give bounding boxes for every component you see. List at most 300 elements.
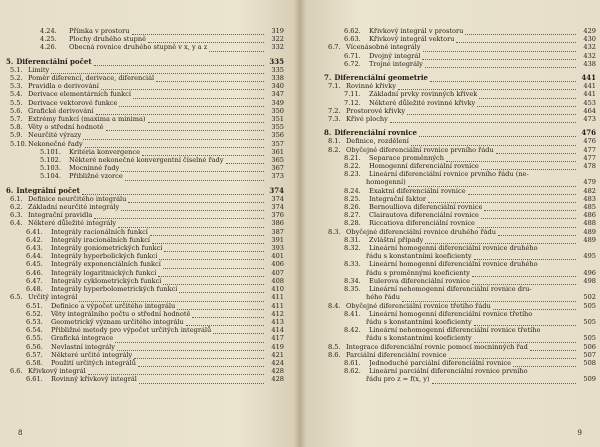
entry-title: Některé důležité integrály	[28, 219, 117, 228]
entry-number: 7.12.	[344, 98, 361, 107]
toc-entry	[324, 318, 596, 326]
toc-entry	[6, 123, 284, 131]
entry-page-number: 413	[271, 317, 284, 326]
dot-leader	[179, 287, 264, 293]
toc-entry	[6, 164, 284, 172]
entry-title: Integrální počet	[16, 186, 80, 195]
toc-entry	[324, 260, 596, 268]
entry-page-number: 347	[271, 90, 284, 99]
entry-title: Lineární nehomogenní diferenciální rovnice dru-	[369, 285, 532, 294]
dot-leader	[119, 101, 264, 107]
dot-leader	[472, 271, 576, 277]
entry-title: Integrace diferenciální rovnic pomocí mocninných řad	[346, 342, 528, 351]
entry-page-number: 477	[583, 153, 596, 162]
entry-number: 8.4.	[328, 301, 341, 310]
dot-leader	[121, 205, 264, 211]
entry-page-number: 374	[271, 194, 284, 203]
entry-page-number: 509	[583, 375, 596, 384]
toc-entry	[324, 285, 596, 293]
entry-number: 5.6.	[10, 106, 23, 115]
entry-number: 8.6.	[328, 350, 341, 359]
toc-entry	[6, 367, 284, 375]
entry-number: 6.63.	[344, 35, 361, 44]
entry-page-number: 376	[271, 211, 284, 220]
entry-number: 8.62.	[344, 367, 361, 376]
toc-entry	[6, 140, 284, 148]
toc-entry	[6, 343, 284, 351]
toc-entry	[6, 302, 284, 310]
entry-page-number: 473	[583, 115, 596, 124]
dot-leader	[390, 117, 576, 123]
entry-number: 6.44.	[26, 252, 43, 261]
entry-page-number: 350	[271, 106, 284, 115]
entry-number: 5.101.	[40, 147, 61, 156]
entry-number: 8.28.	[344, 219, 361, 228]
entry-page-number: 479	[583, 178, 596, 187]
chapter-entry	[324, 74, 596, 82]
entry-page-number: 432	[583, 51, 596, 60]
entry-number: 4.25.	[40, 35, 57, 44]
entry-title: Křivkový integrál vektoru	[369, 35, 455, 44]
entry-page-number: 495	[583, 252, 596, 261]
dot-leader	[121, 166, 264, 172]
entry-number: 8.31.	[344, 235, 361, 244]
dot-leader	[419, 131, 576, 137]
entry-number: 8.3.	[328, 227, 341, 236]
entry-number: 6.2.	[10, 203, 23, 212]
toc-entry	[324, 367, 596, 375]
page-number: 9	[577, 429, 582, 437]
dot-leader	[484, 205, 576, 211]
entry-title: Bernoulliova diferenciální rovnice	[369, 203, 483, 212]
toc-entry	[324, 90, 596, 98]
entry-page-number: 419	[271, 342, 284, 351]
entry-title: Lineární homogenní diferenciální rovnice třetího	[369, 309, 533, 318]
toc-entry	[324, 99, 596, 107]
entry-page-number: 428	[271, 375, 284, 384]
entry-number: 8.22.	[344, 162, 361, 171]
entry-page-number: 508	[583, 358, 596, 367]
entry-number: 6.46.	[26, 268, 43, 277]
toc-entry	[6, 326, 284, 334]
toc-entry	[324, 115, 596, 123]
entry-number: 8.32.	[344, 244, 361, 253]
entry-number: 6.42.	[26, 235, 43, 244]
dot-leader	[152, 238, 264, 244]
entry-number: 6.48.	[26, 285, 43, 294]
toc-entry	[6, 359, 284, 367]
entry-title: Grafická integrace	[51, 334, 114, 343]
toc-entry	[324, 293, 596, 301]
toc-entry	[6, 66, 284, 74]
entry-number: 4.24.	[40, 27, 57, 35]
entry-page-number: 391	[271, 235, 284, 244]
dot-leader	[430, 76, 576, 82]
dot-leader	[159, 254, 264, 260]
right-page	[302, 0, 600, 447]
dot-leader	[156, 76, 264, 82]
entry-number: 5.1.	[10, 65, 23, 74]
entry-title: Dvojný integrál	[369, 51, 421, 60]
entry-page-number: 430	[583, 35, 596, 44]
dot-leader	[128, 197, 264, 203]
toc-entry	[324, 27, 596, 35]
entry-title: Plochy druhého stupně	[69, 35, 147, 44]
entry-page-number: 477	[583, 145, 596, 154]
entry-title: Integrály hyperbolických funkcí	[51, 252, 158, 261]
entry-page-number: 373	[271, 172, 284, 181]
dot-leader	[83, 134, 264, 140]
toc-entry	[324, 343, 596, 351]
dot-leader	[209, 46, 264, 52]
left-page	[0, 0, 298, 447]
entry-title: Exaktní diferenciální rovnice	[369, 186, 466, 195]
entry-number: 8.26.	[344, 203, 361, 212]
entry-number: 6.58.	[26, 358, 43, 367]
entry-page-number: 338	[271, 74, 284, 83]
entry-page-number: 387	[271, 227, 284, 236]
entry-title: Obyčejné diferenciální rovnice třetího řádu	[346, 301, 491, 310]
entry-title: Lineární homogenní diferenciální rovnice druhého	[369, 244, 538, 253]
entry-title: Nevlastní integrály	[51, 342, 115, 351]
toc-entry	[6, 252, 284, 260]
toc-entry	[6, 35, 284, 43]
dot-leader	[498, 230, 576, 236]
entry-page-number: 357	[271, 139, 284, 148]
entry-page-number: 374	[269, 185, 284, 195]
entry-page-number: 424	[271, 358, 284, 367]
toc-entry	[324, 211, 596, 219]
toc-entry	[324, 107, 596, 115]
entry-number: 6.52.	[26, 309, 43, 318]
entry-title: Věty o střední hodnotě	[28, 123, 104, 132]
toc-entry	[6, 27, 284, 35]
dot-leader	[226, 158, 264, 164]
toc-entry	[324, 195, 596, 203]
toc-entry	[6, 293, 284, 301]
toc-entry	[6, 334, 284, 342]
dot-leader	[132, 29, 264, 35]
entry-page-number: 335	[271, 65, 284, 74]
entry-number: 6.56.	[26, 342, 43, 351]
entry-title: Integrály goniometrických funkcí	[51, 244, 163, 253]
entry-number: 8.24.	[344, 186, 361, 195]
entry-page-number: 414	[271, 326, 284, 335]
toc-entry	[324, 326, 596, 334]
entry-page-number: 412	[271, 309, 284, 318]
entry-title: Derivace elementárních funkcí	[28, 90, 131, 99]
entry-title: řádu s konstantními koeficienty	[366, 334, 472, 343]
entry-page-number: 322	[271, 35, 284, 44]
toc-entry	[6, 148, 284, 156]
toc-entry	[6, 236, 284, 244]
entry-number: 8.35.	[344, 285, 361, 294]
entry-number: 6.54.	[26, 326, 43, 335]
entry-number: 5.5.	[10, 98, 23, 107]
entry-page-number: 410	[271, 285, 284, 294]
toc-entry	[6, 90, 284, 98]
entry-page-number: 485	[583, 203, 596, 212]
entry-title: řádu s konstantními koeficienty	[366, 317, 472, 326]
entry-page-number: 349	[271, 98, 284, 107]
entry-page-number: 355	[271, 123, 284, 132]
dot-leader	[117, 345, 264, 351]
toc-entry	[324, 52, 596, 60]
toc-entry	[6, 260, 284, 268]
entry-page-number: 401	[271, 252, 284, 261]
entry-number: 8.61.	[344, 358, 361, 367]
dot-leader	[133, 93, 264, 99]
dot-leader	[213, 328, 264, 334]
entry-title: Integrály logaritmických funkcí	[51, 268, 157, 277]
entry-page-number: 464	[583, 106, 596, 115]
entry-title: Integrály cyklometrických funkcí	[51, 276, 162, 285]
toc-entry	[324, 375, 596, 383]
entry-number: 6.41.	[26, 227, 43, 236]
entry-page-number: 478	[583, 162, 596, 171]
entry-number: 8.23.	[344, 170, 361, 179]
entry-number: 8.25.	[344, 194, 361, 203]
entry-title: Přibližné vzorce	[69, 172, 123, 181]
entry-number: 4.26.	[40, 43, 57, 52]
entry-title: Použití určitých integrálů	[51, 358, 137, 367]
entry-page-number: 438	[583, 59, 596, 68]
toc-entry	[324, 359, 596, 367]
entry-number: 8.42.	[344, 326, 361, 335]
toc-entry	[324, 43, 596, 51]
entry-page-number: 505	[583, 301, 596, 310]
entry-title: Kritéria konvergence	[69, 147, 140, 156]
entry-page-number: 483	[583, 194, 596, 203]
entry-title: Integrály exponenciálních funkcí	[51, 260, 161, 269]
entry-number: 5.103.	[40, 164, 61, 173]
dot-leader	[139, 378, 264, 384]
entry-title: Lineární parciální diferenciální rovnice prvního	[369, 367, 528, 376]
toc-entry	[324, 146, 596, 154]
entry-number: 6.57.	[26, 350, 43, 359]
toc-entry	[6, 131, 284, 139]
entry-number: 8.33.	[344, 260, 361, 269]
entry-page-number: 335	[269, 56, 284, 66]
dot-leader	[530, 345, 576, 351]
entry-title: řádu s konstantními koeficienty	[366, 252, 472, 261]
toc-entry	[6, 375, 284, 383]
entry-title: Pravidla o derivování	[28, 82, 99, 91]
toc-entry	[324, 244, 596, 252]
entry-title: Lineární homogenní diferenciální rovnice druhého	[369, 260, 538, 269]
toc-entry	[324, 269, 596, 277]
dot-leader	[422, 54, 576, 60]
entry-number: 6.4.	[10, 219, 23, 228]
entry-page-number: 505	[583, 334, 596, 343]
entry-number: 7.	[324, 73, 332, 83]
dot-leader	[94, 60, 264, 66]
chapter-entry	[324, 129, 596, 137]
entry-number: 7.3.	[328, 115, 341, 124]
entry-number: 8.1.	[328, 137, 341, 146]
entry-number: 6.72.	[344, 59, 361, 68]
entry-title: Integrály racionálních funkcí	[51, 227, 148, 236]
entry-title: Určitý integrál	[28, 293, 78, 302]
dot-leader	[134, 353, 264, 359]
entry-title: Přímka v prostoru	[69, 27, 130, 35]
entry-title: Riccatiova diferenciální rovnice	[369, 219, 475, 228]
toc-entry	[6, 172, 284, 180]
dot-leader	[477, 101, 576, 107]
entry-title: Poměr diferencí, derivace, diferenciál	[28, 74, 155, 83]
dot-leader	[158, 271, 264, 277]
entry-number: 6.53.	[26, 317, 43, 326]
entry-number: 7.2.	[328, 106, 341, 115]
entry-number: 8.34.	[344, 276, 361, 285]
entry-title: Některé důležité rovinné křivky	[369, 98, 476, 107]
entry-title: hého řádu	[366, 293, 401, 302]
entry-title: Derivace vektorové funkce	[28, 98, 118, 107]
toc-entry	[324, 137, 596, 145]
chapter-entry	[6, 58, 284, 66]
entry-title: Diferenciální rovnice	[334, 129, 417, 138]
entry-number: 5.7.	[10, 115, 23, 124]
dot-leader	[163, 279, 264, 285]
entry-number: 5.9.	[10, 131, 23, 140]
toc-entry	[324, 35, 596, 43]
entry-number: 7.11.	[344, 90, 361, 99]
dot-leader	[465, 29, 576, 35]
entry-page-number: 429	[583, 27, 596, 35]
entry-title: Parciální diferenciální rovnice	[346, 350, 447, 359]
entry-page-number: 489	[583, 227, 596, 236]
dot-leader	[407, 109, 576, 115]
toc-entry	[324, 178, 596, 186]
entry-page-number: 332	[271, 43, 284, 52]
entry-title: Diferenciální geometrie	[334, 74, 428, 83]
entry-title: Zvláštní případy	[369, 235, 424, 244]
entry-number: 8.	[324, 128, 332, 138]
entry-number: 5.4.	[10, 90, 23, 99]
toc-entry	[324, 82, 596, 90]
entry-title: Věty integrálního počtu o střední hodnotě	[51, 309, 191, 318]
dot-leader	[94, 213, 264, 219]
entry-page-number: 406	[271, 260, 284, 269]
entry-number: 6.47.	[26, 276, 43, 285]
entry-page-number: 496	[583, 268, 596, 277]
entry-page-number: 421	[271, 350, 284, 359]
dot-leader	[481, 213, 576, 219]
entry-number: 5.3.	[10, 82, 23, 91]
entry-title: Homogenní diferenciální rovnice	[369, 162, 479, 171]
entry-page-number: 374	[271, 203, 284, 212]
entry-number: 6.61.	[26, 375, 43, 384]
entry-page-number: 367	[271, 164, 284, 173]
toc-entry	[6, 115, 284, 123]
entry-title: Jednoduché parciální diferenciální rovnice	[369, 358, 512, 367]
entry-title: Eulerova diferenciální rovnice	[369, 276, 471, 285]
entry-title: Diferenciální počet	[16, 57, 92, 66]
entry-page-number: 498	[583, 276, 596, 285]
entry-title: Definice neurčitého integrálu	[28, 194, 127, 203]
entry-title: Integrály hyperbolometrických funkcí	[51, 285, 178, 294]
toc-entry	[324, 351, 596, 359]
toc-entry	[6, 310, 284, 318]
entry-number: 6.7.	[328, 43, 341, 52]
entry-title: Prostorové křivky	[346, 106, 406, 115]
entry-page-number: 488	[583, 219, 596, 228]
entry-number: 5.102.	[40, 156, 61, 165]
dot-leader	[115, 337, 264, 343]
entry-number: 7.1.	[328, 82, 341, 91]
toc-entry	[6, 107, 284, 115]
entry-title: homogenní)	[366, 178, 406, 187]
entry-number: 5.10.	[10, 139, 27, 148]
entry-number: 5.2.	[10, 74, 23, 83]
entry-title: Neurčité výrazy	[28, 131, 82, 140]
dot-leader	[423, 46, 576, 52]
entry-title: Nekonečné řady	[28, 139, 83, 148]
entry-page-number: 507	[583, 350, 596, 359]
entry-number: 6.5.	[10, 293, 23, 302]
toc-entry	[6, 82, 284, 90]
toc-entry	[6, 244, 284, 252]
entry-page-number: 319	[271, 27, 284, 35]
entry-number: 5.8.	[10, 123, 23, 132]
entry-page-number: 393	[271, 244, 284, 253]
entry-number: 6.6.	[10, 367, 23, 376]
toc-entry	[324, 334, 596, 342]
entry-page-number: 489	[583, 235, 596, 244]
entry-title: Základní neurčité integrály	[28, 203, 120, 212]
entry-page-number: 476	[583, 137, 596, 146]
entry-title: Definice a výpočet určitého integrálu	[51, 301, 176, 310]
entry-page-number: 411	[271, 301, 284, 310]
entry-title: Základní prvky rovinných křivek	[369, 90, 478, 99]
toc-entry	[6, 285, 284, 293]
dot-leader	[479, 93, 576, 99]
entry-title: Clairautova diferenciální rovnice	[369, 211, 479, 220]
entry-page-number: 386	[271, 219, 284, 228]
entry-page-number: 441	[581, 73, 596, 83]
toc-entry	[324, 154, 596, 162]
table-of-contents-left	[6, 27, 284, 384]
entry-page-number: 432	[583, 43, 596, 52]
dot-leader	[138, 361, 264, 367]
entry-number: 6.1.	[10, 194, 23, 203]
entry-page-number: 408	[271, 276, 284, 285]
entry-number: 6.45.	[26, 260, 43, 269]
entry-title: Lineární diferenciální rovnice prvního řádu (ne-	[369, 170, 529, 179]
entry-number: 6.43.	[26, 244, 43, 253]
entry-page-number: 441	[583, 90, 596, 99]
entry-page-number: 365	[271, 156, 284, 165]
entry-number: 8.41.	[344, 309, 361, 318]
entry-number: 6.55.	[26, 334, 43, 343]
toc-entry	[324, 219, 596, 227]
toc-entry	[324, 162, 596, 170]
toc-entry	[6, 156, 284, 164]
entry-title: Mocninné řady	[69, 164, 120, 173]
entry-page-number: 417	[271, 334, 284, 343]
entry-page-number: 506	[583, 342, 596, 351]
entry-number: 8.5.	[328, 342, 341, 351]
entry-title: Lineární nehomogenní diferenciální rovnice třetího	[369, 326, 541, 335]
toc-entry	[6, 269, 284, 277]
entry-title: Obyčejné diferenciální rovnice prvního řádu	[346, 145, 494, 154]
entry-title: Obecná rovnice druhého stupně v x, y a z	[69, 43, 208, 52]
entry-page-number: 441	[583, 82, 596, 91]
entry-title: Grafické derivování	[28, 106, 94, 115]
dot-leader	[150, 230, 264, 236]
chapter-entry	[6, 187, 284, 195]
dot-leader	[496, 148, 576, 154]
